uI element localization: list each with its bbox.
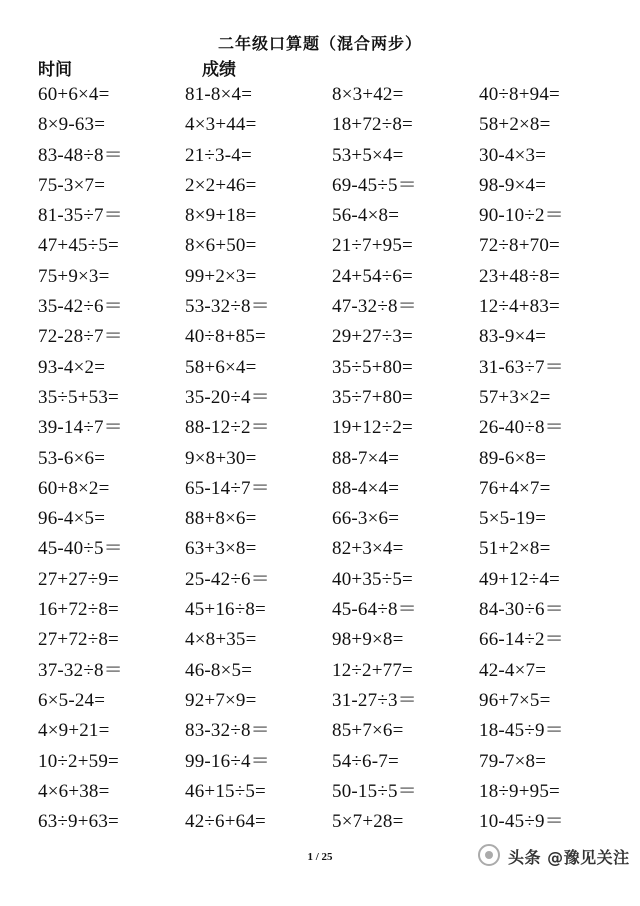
problem-item: 25-42÷6＝ xyxy=(185,568,270,590)
problem-item: 81-8×4= xyxy=(185,84,253,105)
score-label: 成绩 xyxy=(202,60,236,79)
problem-item: 21÷3-4= xyxy=(185,144,252,166)
problem-item: 92+7×9= xyxy=(185,689,257,711)
time-label: 时间 xyxy=(38,60,72,79)
watermark xyxy=(478,838,638,878)
problem-item: 19+12÷2= xyxy=(332,417,413,439)
problem-item: 53-6×6= xyxy=(38,447,106,469)
page-number: 1 / 25 xyxy=(307,851,333,863)
problem-item: 35÷5+80= xyxy=(332,356,413,378)
problem-item: 5×7+28= xyxy=(332,811,404,833)
problem-item: 89-6×8= xyxy=(479,447,547,469)
problem-item: 29+27÷3= xyxy=(332,326,413,348)
problem-item: 31-27÷3＝ xyxy=(332,689,417,711)
problem-item: 81-35÷7＝ xyxy=(38,205,123,227)
problem-item: 23+48÷8= xyxy=(479,265,560,287)
problem-item: 72-28÷7＝ xyxy=(38,326,123,348)
problem-item: 9×8+30= xyxy=(185,447,257,469)
problem-item: 40+35÷5= xyxy=(332,568,413,590)
problem-item: 99+2×3= xyxy=(185,265,257,287)
problem-item: 53+5×4= xyxy=(332,144,404,166)
problem-item: 35-20÷4＝ xyxy=(185,386,270,408)
problem-item: 69-45÷5＝ xyxy=(332,174,417,196)
problem-item: 49+12÷4= xyxy=(479,568,560,590)
problem-item: 10-45÷9＝ xyxy=(479,811,564,833)
problem-grid xyxy=(38,80,626,837)
problem-item: 31-63÷7＝ xyxy=(479,356,564,378)
problem-item: 51+2×8= xyxy=(479,538,551,560)
problem-item: 83-48÷8＝ xyxy=(38,144,123,166)
problem-item: 2×2+46= xyxy=(185,174,257,196)
problem-item: 85+7×6= xyxy=(332,720,404,742)
problem-item: 82+3×4= xyxy=(332,538,404,560)
problem-item: 75+9×3= xyxy=(38,265,110,287)
problem-item: 40÷8+85= xyxy=(185,326,266,348)
problem-item: 88+8×6= xyxy=(185,508,257,530)
problem-item: 53-32÷8＝ xyxy=(185,296,270,318)
problem-item: 63÷9+63= xyxy=(38,811,119,833)
problem-item: 27+72÷8= xyxy=(38,629,119,651)
problem-item: 75-3×7= xyxy=(38,174,106,196)
problem-item: 26-40÷8＝ xyxy=(479,417,564,439)
problem-item: 8×6+50= xyxy=(185,235,257,257)
problem-item: 88-7×4= xyxy=(332,447,400,469)
problem-item: 27+27÷9= xyxy=(38,568,119,590)
problem-item: 35÷7+80= xyxy=(332,386,413,408)
problem-item: 93-4×2= xyxy=(38,356,106,378)
problem-item: 4×8+35= xyxy=(185,629,257,651)
problem-item: 56-4×8= xyxy=(332,205,400,227)
problem-item: 8×3+42= xyxy=(332,84,404,105)
problem-item: 4×3+44= xyxy=(185,114,257,136)
problem-item: 45-40÷5＝ xyxy=(38,538,123,560)
problem-item: 99-16÷4＝ xyxy=(185,750,270,772)
problem-item: 40÷8+94= xyxy=(479,84,560,105)
problem-item: 96+7×5= xyxy=(479,689,551,711)
problem-item: 21÷7+95= xyxy=(332,235,413,257)
problem-item: 10÷2+59= xyxy=(38,750,119,772)
problem-item: 66-14÷2＝ xyxy=(479,629,564,651)
problem-item: 76+4×7= xyxy=(479,477,551,499)
problem-item: 54÷6-7= xyxy=(332,750,399,772)
page-title: 二年级口算题（混合两步） xyxy=(217,36,422,53)
problem-item: 46+15÷5= xyxy=(185,780,266,802)
problem-item: 8×9+18= xyxy=(185,205,257,227)
problem-item: 60+8×2= xyxy=(38,477,110,499)
problem-item: 12÷2+77= xyxy=(332,659,413,681)
problem-item: 4×9+21= xyxy=(38,720,110,742)
problem-item: 90-10÷2＝ xyxy=(479,205,564,227)
problem-item: 88-4×4= xyxy=(332,477,400,499)
problem-item: 18+72÷8= xyxy=(332,114,413,136)
problem-item: 4×6+38= xyxy=(38,780,110,802)
problem-item: 30-4×3= xyxy=(479,144,547,166)
problem-item: 60+6×4= xyxy=(38,84,110,105)
problem-item: 5×5-19= xyxy=(479,508,547,530)
problem-item: 24+54÷6= xyxy=(332,265,413,287)
problem-item: 83-9×4= xyxy=(479,326,547,348)
problem-item: 98+9×8= xyxy=(332,629,404,651)
problem-item: 58+2×8= xyxy=(479,114,551,136)
problem-item: 63+3×8= xyxy=(185,538,257,560)
problem-item: 35-42÷6＝ xyxy=(38,296,123,318)
problem-item: 79-7×8= xyxy=(479,750,547,772)
problem-item: 37-32÷8＝ xyxy=(38,659,123,681)
problem-item: 45+16÷8= xyxy=(185,599,266,621)
problem-item: 65-14÷7＝ xyxy=(185,477,270,499)
problem-item: 58+6×4= xyxy=(185,356,257,378)
problem-item: 16+72÷8= xyxy=(38,599,119,621)
problem-item: 57+3×2= xyxy=(479,386,551,408)
problem-item: 84-30÷6＝ xyxy=(479,599,564,621)
wechat-icon xyxy=(478,844,500,866)
problem-item: 88-12÷2＝ xyxy=(185,417,270,439)
problem-item: 42-4×7= xyxy=(479,659,547,681)
problem-item: 18-45÷9＝ xyxy=(479,720,564,742)
problem-item: 83-32÷8＝ xyxy=(185,720,270,742)
problem-item: 6×5-24= xyxy=(38,689,106,711)
problem-item: 35÷5+53= xyxy=(38,386,119,408)
problem-item: 50-15÷5＝ xyxy=(332,780,417,802)
problem-item: 98-9×4= xyxy=(479,174,547,196)
problem-item: 72÷8+70= xyxy=(479,235,560,257)
problem-item: 66-3×6= xyxy=(332,508,400,530)
problem-item: 12÷4+83= xyxy=(479,296,560,318)
problem-item: 18÷9+95= xyxy=(479,780,560,802)
problem-item: 39-14÷7＝ xyxy=(38,417,123,439)
problem-item: 42÷6+64= xyxy=(185,811,266,833)
problem-item: 47-32÷8＝ xyxy=(332,296,417,318)
watermark-text: 头条 @豫见关注 xyxy=(508,848,630,867)
problem-item: 8×9-63= xyxy=(38,114,106,136)
problem-item: 96-4×5= xyxy=(38,508,106,530)
problem-item: 45-64÷8＝ xyxy=(332,599,417,621)
problem-item: 46-8×5= xyxy=(185,659,253,681)
problem-item: 47+45÷5= xyxy=(38,235,119,257)
